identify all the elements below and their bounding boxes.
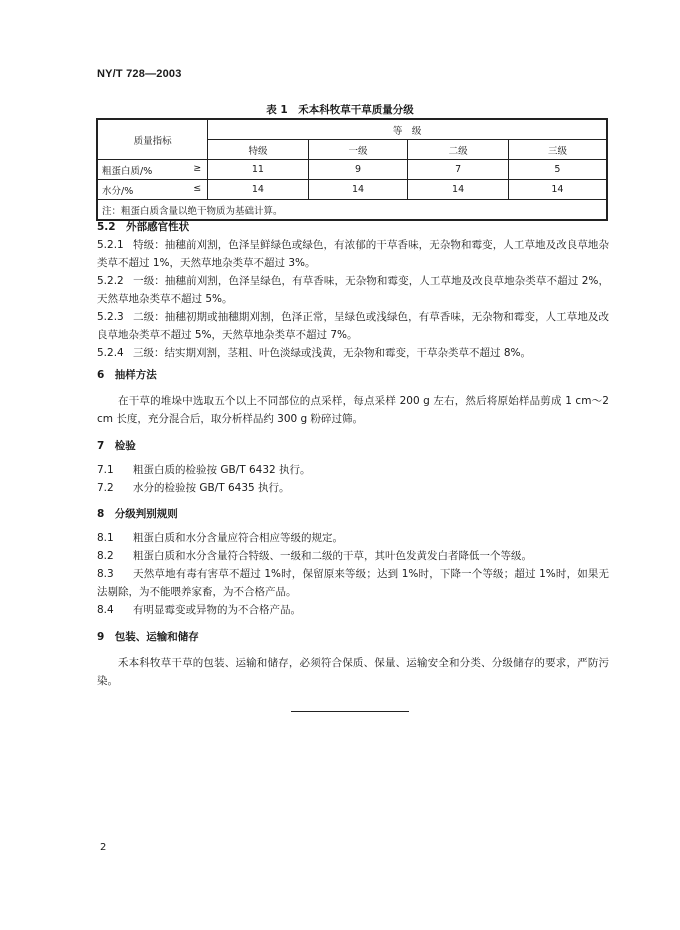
clause-5-2-4: 三级：结实期刈割，茎粗、叶色淡绿或浅黄，无杂物和霉变，干草杂类草不超过 8%。 bbox=[133, 347, 531, 359]
cell-value: 7 bbox=[408, 160, 509, 180]
clause-5-2-2: 一级：抽穗前刈割，色泽呈绿色，有草香味，无杂物和霉变，人工草地及改良草地杂类草不超过 2%，天然草地杂类草不超过 5%。 bbox=[97, 275, 609, 305]
clause-number: 5.2.2 bbox=[97, 275, 124, 287]
row-label-moisture: 水分/% bbox=[102, 185, 134, 197]
table-row bbox=[97, 180, 607, 200]
grade-second: 二级 bbox=[408, 140, 509, 160]
clause-8-3: 天然草地有毒有害草不超过 1%时，保留原来等级；达到 1%时，下降一个等级；超过 1%时，如果无法剔除，为不能喂养家畜，为不合格产品。 bbox=[97, 568, 609, 598]
section-5-2 bbox=[97, 218, 609, 362]
quality-grade-table bbox=[96, 118, 608, 221]
header-grade: 等 级 bbox=[208, 119, 607, 140]
cell-value: 14 bbox=[508, 180, 607, 200]
clause-number: 5.2.4 bbox=[97, 347, 124, 359]
page-number: 2 bbox=[100, 842, 107, 853]
clause-number: 5.2.3 bbox=[97, 311, 124, 323]
heading-6: 6 抽样方法 bbox=[97, 369, 157, 381]
section-7 bbox=[97, 437, 609, 497]
cell-value: 11 bbox=[208, 160, 309, 180]
clause-number: 8.1 bbox=[97, 532, 114, 544]
clause-number: 7.1 bbox=[97, 464, 114, 476]
clause-8-2: 粗蛋白质和水分含量符合特级、一级和二级的干草，其叶色发黄发白者降低一个等级。 bbox=[133, 550, 532, 562]
clause-5-2-1: 特级：抽穗前刈割，色泽呈鲜绿色或绿色，有浓郁的干草香味，无杂物和霉变，人工草地及改良草地杂类草不超过 1%，天然草地杂类草不超过 3%。 bbox=[97, 239, 609, 269]
clause-number: 7.2 bbox=[97, 482, 114, 494]
clause-8-1: 粗蛋白质和水分含量应符合相应等级的规定。 bbox=[133, 532, 343, 544]
row-label-protein: 粗蛋白质/% bbox=[102, 165, 153, 177]
grade-special: 特级 bbox=[208, 140, 309, 160]
table-note: 注：粗蛋白质含量以绝干物质为基础计算。 bbox=[97, 200, 607, 221]
grade-first: 一级 bbox=[308, 140, 408, 160]
section-6-text: 在干草的堆垛中选取五个以上不同部位的点采样，每点采样 200 g 左右，然后将原始样品剪成 1 cm～2 cm 长度，充分混合后，取分析样品约 300 g 粉碎过筛。 bbox=[97, 395, 609, 425]
clause-7-1: 粗蛋白质的检验按 GB/T 6432 执行。 bbox=[133, 464, 311, 476]
cell-value: 9 bbox=[308, 160, 408, 180]
cell-value: 14 bbox=[208, 180, 309, 200]
clause-5-2-3: 二级：抽穗初期或抽穗期刈割，色泽正常，呈绿色或浅绿色，有草香味，无杂物和霉变，人工草地及改良草地杂类草不超过 5%，天然草地杂类草不超过 7%。 bbox=[97, 311, 609, 341]
end-rule bbox=[291, 711, 409, 712]
grade-third: 三级 bbox=[508, 140, 607, 160]
heading-5-2: 5.2 外部感官性状 bbox=[97, 221, 190, 233]
section-9 bbox=[97, 628, 609, 690]
clause-number: 5.2.1 bbox=[97, 239, 124, 251]
section-6 bbox=[97, 366, 609, 428]
heading-9: 9 包装、运输和储存 bbox=[97, 631, 199, 643]
header-quality-indicator: 质量指标 bbox=[97, 119, 208, 160]
table-row bbox=[97, 160, 607, 180]
section-9-text: 禾本科牧草干草的包装、运输和储存，必须符合保质、保量、运输安全和分类、分级储存的要求，严防污染。 bbox=[97, 657, 609, 687]
cell-value: 14 bbox=[408, 180, 509, 200]
clause-7-2: 水分的检验按 GB/T 6435 执行。 bbox=[133, 482, 290, 494]
heading-7: 7 检验 bbox=[97, 440, 136, 452]
document-code: NY/T 728—2003 bbox=[97, 68, 182, 80]
clause-number: 8.3 bbox=[97, 568, 114, 580]
row-op-protein: ≥ bbox=[193, 162, 202, 174]
heading-8: 8 分级判别规则 bbox=[97, 508, 178, 520]
clause-number: 8.4 bbox=[97, 604, 114, 616]
clause-8-4: 有明显霉变或异物的为不合格产品。 bbox=[133, 604, 301, 616]
table-title: 表 1 禾本科牧草干草质量分级 bbox=[266, 104, 414, 116]
row-op-moisture: ≤ bbox=[193, 182, 202, 194]
cell-value: 14 bbox=[308, 180, 408, 200]
clause-number: 8.2 bbox=[97, 550, 114, 562]
section-8 bbox=[97, 505, 609, 619]
cell-value: 5 bbox=[508, 160, 607, 180]
